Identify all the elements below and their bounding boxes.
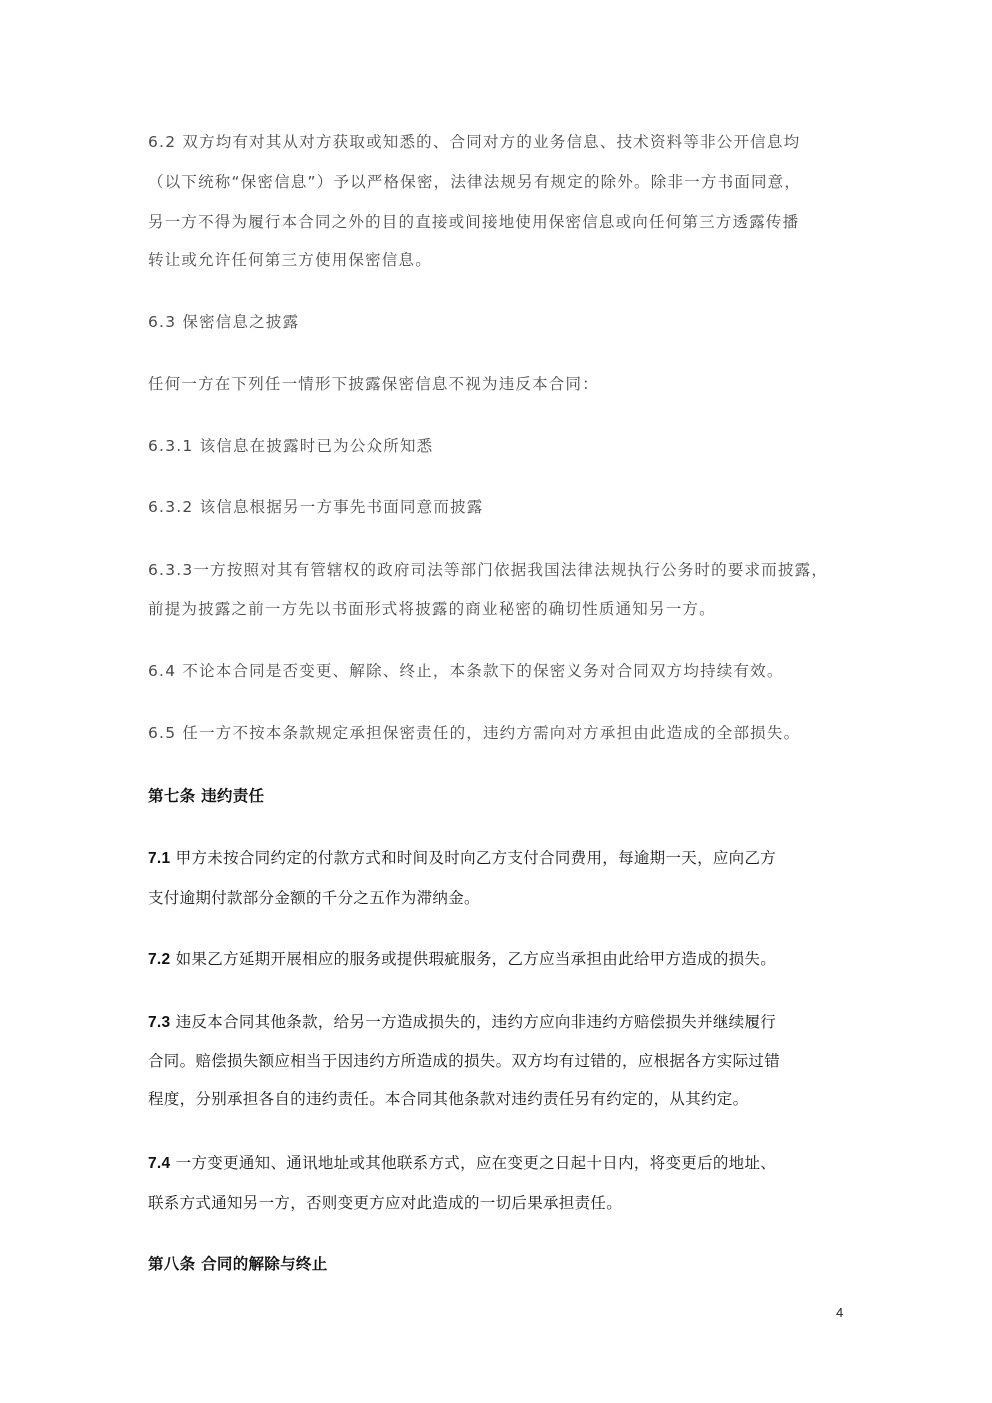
clause-7-3-line-2: 合同。赔偿损失额应相当于因违约方所造成的损失。双方均有过错的，应根据各方实际过错 — [148, 1052, 781, 1070]
clause-6-3-1: 6.3.1 该信息在披露时已为公众所知悉 — [148, 437, 434, 455]
clause-6-4: 6.4 不论本合同是否变更、解除、终止，本条款下的保密义务对合同双方均持续有效。 — [148, 662, 784, 680]
clause-6-3-2: 6.3.2 该信息根据另一方事先书面同意而披露 — [148, 498, 484, 516]
clause-7-3-number: 7.3 — [148, 1014, 171, 1031]
clause-7-1-line-2: 支付逾期付款部分金额的千分之五作为滞纳金。 — [148, 889, 480, 907]
section-7-heading: 第七条 违约责任 — [148, 787, 265, 805]
clause-7-4-line-1 — [148, 1153, 776, 1174]
clause-7-4-line-2: 联系方式通知另一方，否则变更方应对此造成的一切后果承担责任。 — [148, 1194, 623, 1212]
clause-7-2-number: 7.2 — [148, 951, 171, 968]
clause-6-3-3-line-2: 前提为披露之前一方先以书面形式将披露的商业秘密的确切性质通知另一方。 — [148, 600, 716, 618]
clause-6-2-line-2: （以下统称“保密信息”）予以严格保密，法律法规另有规定的除外。除非一方书面同意， — [148, 173, 802, 191]
clause-7-3-line-3: 程度，分别承担各自的违约责任。本合同其他条款对违约责任另有约定的，从其约定。 — [148, 1090, 749, 1108]
page-number: 4 — [836, 1305, 844, 1320]
clause-7-4-number: 7.4 — [148, 1155, 171, 1172]
clause-6-2-line-3: 另一方不得为履行本合同之外的目的直接或间接地使用保密信息或向任何第三方透露传播 — [148, 213, 800, 231]
clause-7-2-text: 如果乙方延期开展相应的服务或提供瑕疵服务，乙方应当承担由此给甲方造成的损失。 — [170, 950, 777, 968]
clause-6-2-line-1: 6.2 双方均有对其从对方获取或知悉的、合同对方的业务信息、技术资料等非公开信息均 — [148, 133, 801, 151]
clause-7-3-text: 违反本合同其他条款，给另一方造成损失的，违约方应向非违约方赔偿损失并继续履行 — [170, 1013, 777, 1031]
clause-7-4-text: 一方变更通知、通讯地址或其他联系方式，应在变更之日起十日内，将变更后的地址、 — [170, 1154, 777, 1172]
clause-6-3-intro: 任何一方在下列任一情形下披露保密信息不视为违反本合同： — [148, 375, 599, 393]
clause-6-2-line-4: 转让或允许任何第三方使用保密信息。 — [148, 251, 432, 269]
clause-7-1-line-1 — [148, 848, 776, 869]
clause-7-2-line-1 — [148, 949, 776, 970]
clause-7-1-text: 甲方未按合同约定的付款方式和时间及时向乙方支付合同费用，每逾期一天，应向乙方 — [170, 849, 777, 867]
clause-6-5: 6.5 任一方不按本条款规定承担保密责任的，违约方需向对方承担由此造成的全部损失。 — [148, 724, 801, 742]
clause-7-1-number: 7.1 — [148, 850, 171, 867]
clause-6-3-title: 6.3 保密信息之披露 — [148, 313, 300, 331]
clause-6-3-3-line-1: 6.3.3一方按照对其有管辖权的政府司法等部门依据我国法律法规执行公务时的要求而披露， — [148, 561, 829, 579]
section-8-heading: 第八条 合同的解除与终止 — [148, 1255, 328, 1273]
clause-7-3-line-1 — [148, 1012, 776, 1033]
